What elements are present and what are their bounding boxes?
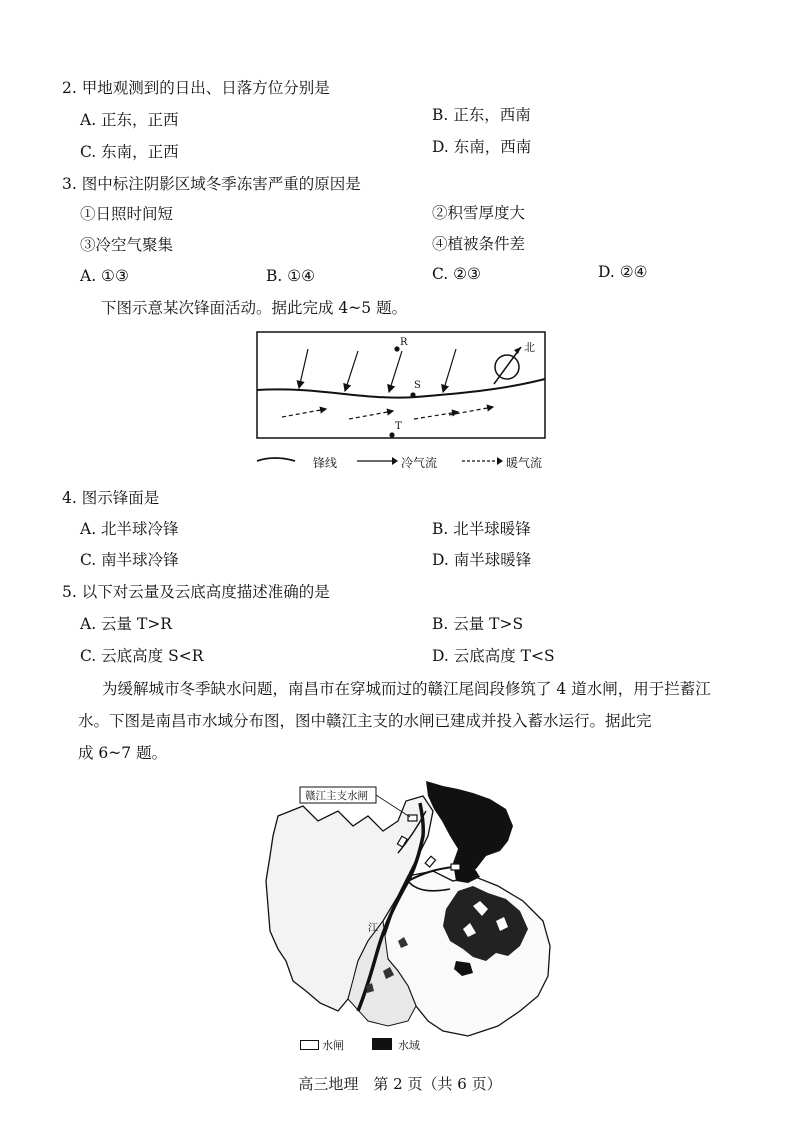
warm-air-arrow (414, 412, 458, 419)
q2-option-c: C. 东南，正西 (80, 143, 179, 161)
label-t: T (395, 421, 402, 432)
front-line-legend-icon (256, 455, 296, 467)
warm-air-arrow (282, 409, 326, 417)
cold-air-arrow (299, 349, 308, 388)
point-r (394, 346, 399, 351)
water-gate (425, 856, 435, 867)
cold-air-arrow (443, 349, 456, 392)
front-diagram (256, 331, 546, 439)
q5-option-c: C. 云底高度 S<R (80, 647, 204, 665)
north-compass-icon (494, 347, 521, 384)
cold-air-legend-icon (356, 455, 398, 467)
river-label: 江 (368, 923, 378, 934)
lake-water-area (426, 781, 513, 871)
q4-option-a: A. 北半球冷锋 (80, 520, 179, 538)
label-r: R (400, 337, 408, 348)
q2-option-d: D. 东南，西南 (432, 138, 532, 156)
q3-option-c: C. ②③ (432, 265, 481, 283)
point-s (410, 392, 415, 397)
q3-choice-4: ④植被条件差 (432, 235, 526, 253)
legend-warm-label: 暖气流 (506, 456, 543, 470)
water-legend-icon (372, 1038, 392, 1050)
q2-option-a: A. 正东，正西 (80, 111, 179, 129)
intro-6-7-line-3: 成 6~7 题。 (78, 744, 168, 762)
intro-4-5: 下图示意某次锋面活动。据此完成 4~5 题。 (101, 299, 408, 317)
nanchang-water-map (258, 781, 558, 1043)
cold-air-arrow (345, 351, 358, 391)
page-footer: 高三地理 第 2 页（共 6 页） (298, 1075, 502, 1093)
legend-gate-label: 水闸 (322, 1039, 344, 1052)
warm-air-arrow (349, 411, 393, 419)
q2-stem: 2. 甲地观测到的日出、日落方位分别是 (62, 79, 330, 97)
map-legend (300, 1037, 500, 1053)
intro-6-7-line-2: 水。下图是南昌市水域分布图，图中赣江主支的水闸已建成并投入蓄水运行。据此完 (78, 712, 652, 730)
q3-choice-2: ②积雪厚度大 (432, 204, 526, 222)
callout-label: 赣江主支水闸 (305, 790, 368, 802)
legend-water-label: 水域 (398, 1039, 420, 1052)
water-gate (451, 864, 460, 870)
front-legend (256, 451, 556, 473)
gate-legend-icon (300, 1040, 319, 1050)
q3-option-b: B. ①④ (266, 267, 316, 285)
intro-6-7-paragraph (78, 673, 733, 769)
q3-option-a: A. ①③ (80, 267, 129, 285)
legend-cold-label: 冷气流 (401, 456, 438, 470)
q3-stem: 3. 图中标注阴影区域冬季冻害严重的原因是 (62, 175, 361, 193)
label-s: S (414, 380, 421, 391)
water-gate-main (408, 815, 417, 821)
q3-choice-3: ③冷空气聚集 (80, 236, 174, 254)
point-t (389, 432, 394, 437)
intro-6-7-line-1: 为缓解城市冬季缺水问题，南昌市在穿城而过的赣江尾闾段修筑了 4 道水闸，用于拦蓄江 (102, 680, 711, 698)
warm-air-legend-icon (461, 455, 503, 467)
north-label: 北 (524, 341, 535, 354)
q5-stem: 5. 以下对云量及云底高度描述准确的是 (62, 583, 330, 601)
q4-option-d: D. 南半球暖锋 (432, 551, 532, 569)
q4-option-b: B. 北半球暖锋 (432, 520, 531, 538)
q3-option-d: D. ②④ (598, 263, 648, 281)
legend-front-label: 锋线 (313, 456, 338, 470)
cold-air-arrow (389, 351, 402, 392)
q5-option-b: B. 云量 T>S (432, 615, 524, 633)
q2-option-b: B. 正东，西南 (432, 106, 531, 124)
q5-option-a: A. 云量 T>R (80, 615, 172, 633)
q4-stem: 4. 图示锋面是 (62, 489, 160, 507)
q3-choice-1: ①日照时间短 (80, 205, 174, 223)
warm-air-arrow (449, 407, 493, 415)
q5-option-d: D. 云底高度 T<S (432, 647, 555, 665)
q4-option-c: C. 南半球冷锋 (80, 551, 179, 569)
